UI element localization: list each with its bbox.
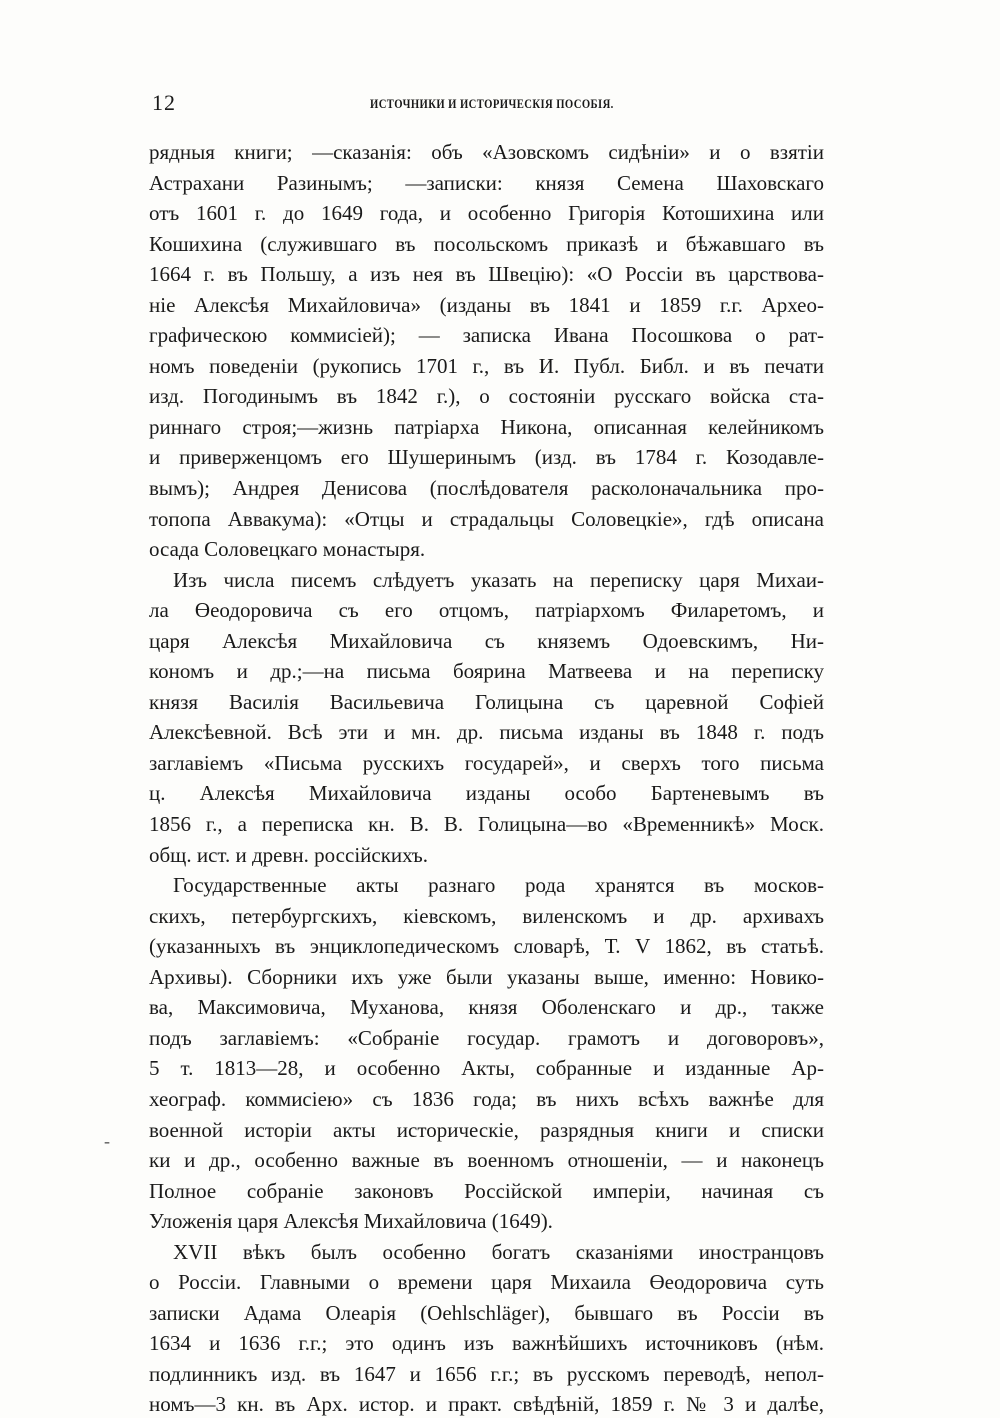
text-line: ла Өеодоровича съ его отцомъ, патріархомъ Филаретомъ, и [149, 598, 824, 623]
text-line: Архивы). Сборники ихъ уже были указаны выше, именно: Новико- [149, 964, 824, 989]
text-line: 1664 г. въ Польшу, а изъ нея въ Швецію): «О Россіи въ царствова- [149, 262, 824, 287]
text-line: отъ 1601 г. до 1649 года, и особенно Григорія Котошихина или [149, 201, 824, 226]
text-line: военной исторіи акты историческіе, разрядныя книги и списки [149, 1117, 824, 1142]
text-line: 1634 и 1636 г.г.; это одинъ изъ важнѣйшихъ источниковъ (нѣм. [149, 1331, 824, 1356]
text-line: скихъ, петербургскихъ, кіевскомъ, виленскомъ и др. архивахъ [149, 903, 824, 928]
page-number: 12 [152, 90, 176, 115]
text-line: вымъ); Андрея Денисова (послѣдователя расколоначальника про- [149, 476, 824, 501]
text-line: подъ заглавіемъ: «Собраніе государ. грамотъ и договоровъ», [149, 1025, 824, 1050]
text-line: общ. ист. и древн. россійскихъ. [149, 842, 428, 867]
text-line: ва, Максимовича, Муханова, князя Оболенскаго и др., также [149, 995, 824, 1020]
text-line: заглавіемъ «Письма русскихъ государей», и сверхъ того письма [149, 750, 824, 775]
page-header [152, 90, 828, 120]
text-line: Полное собраніе законовъ Россійской имперіи, начиная съ [149, 1178, 824, 1203]
text-line: Изъ числа писемъ слѣдуетъ указать на переписку царя Михаи- [173, 567, 824, 592]
text-line: 5 т. 1813—28, и особенно Акты, собранные и изданные Ар- [149, 1056, 824, 1081]
text-line: рядныя книги; —сказанія: объ «Азовскомъ сидѣніи» и о взятіи [149, 140, 824, 164]
text-line: Кошихина (служившаго въ посольскомъ приказѣ и бѣжавшаго въ [149, 231, 824, 256]
text-line: Государственные акты разнаго рода хранятся въ москов- [173, 873, 824, 898]
text-line: Астрахани Разинымъ; —записки: князя Семена Шаховскаго [149, 170, 824, 195]
text-line: и приверженцомъ его Шушеринымъ (изд. въ 1784 г. Козодавле- [149, 445, 824, 470]
text-line: подлинникъ изд. въ 1647 и 1656 г.г.; въ русскомъ переводѣ, непол- [149, 1361, 824, 1386]
text-line: графическою коммисіей); — записка Ивана Посошкова о рат- [149, 323, 824, 348]
body-text [149, 137, 824, 1420]
text-line: князя Василія Васильевича Голицына съ царевной Софіей [149, 689, 824, 714]
margin-mark: - [104, 1131, 110, 1151]
text-line: ки и др., особенно важные въ военномъ отношеніи, — и наконецъ [149, 1148, 824, 1173]
text-line: кономъ и др.;—на письма боярина Матвеева и на переписку [149, 659, 824, 684]
running-title: ИСТОЧНИКИ И ИСТОРИЧЕСКІЯ ПОСОБІЯ. [370, 96, 614, 111]
text-line: номъ—3 кн. въ Арх. истор. и практ. свѣдѣній, 1859 г. № 3 и далѣе, [149, 1392, 824, 1417]
text-line: изд. Погодинымъ въ 1842 г.), о состояніи русскаго войска ста- [149, 384, 824, 409]
text-line: царя Алексѣя Михайловича съ княземъ Одоевскимъ, Ни- [149, 628, 824, 653]
text-line: топопа Аввакума): «Отцы и страдальцы Соловецкіе», гдѣ описана [149, 506, 824, 531]
text-line: ц. Алексѣя Михайловича изданы особо Бартеневымъ въ [149, 781, 824, 806]
text-line: XVII вѣкъ былъ особенно богатъ сказаніями иностранцовъ [173, 1239, 824, 1264]
text-line: номъ поведеніи (рукопись 1701 г., въ И. Публ. Библ. и въ печати [149, 353, 824, 378]
text-line: хеограф. коммисіею» съ 1836 года; въ нихъ всѣхъ важнѣе для [149, 1086, 824, 1111]
text-line: ніе Алексѣя Михайловича» (изданы въ 1841 и 1859 г.г. Архео- [149, 292, 824, 317]
text-line: 1856 г., а переписка кн. В. В. Голицына—во «Временникѣ» Моск. [149, 812, 824, 837]
text-line: о Россіи. Главными о времени царя Михаила Өеодоровича суть [149, 1270, 824, 1295]
text-line: Алексѣевной. Всѣ эти и мн. др. письма изданы въ 1848 г. подъ [149, 720, 824, 745]
text-line: Уложенія царя Алексѣя Михайловича (1649). [149, 1209, 553, 1234]
text-line: (указанныхъ въ энциклопедическомъ словарѣ, Т. V 1862, въ статьѣ. [149, 934, 824, 959]
text-line: записки Адама Олеарія (Oehlschläger), бывшаго въ Россіи въ [149, 1300, 824, 1325]
text-line: осада Соловецкаго монастыря. [149, 537, 426, 562]
text-line: риннаго строя;—жизнь патріарха Никона, описанная келейникомъ [149, 414, 824, 439]
